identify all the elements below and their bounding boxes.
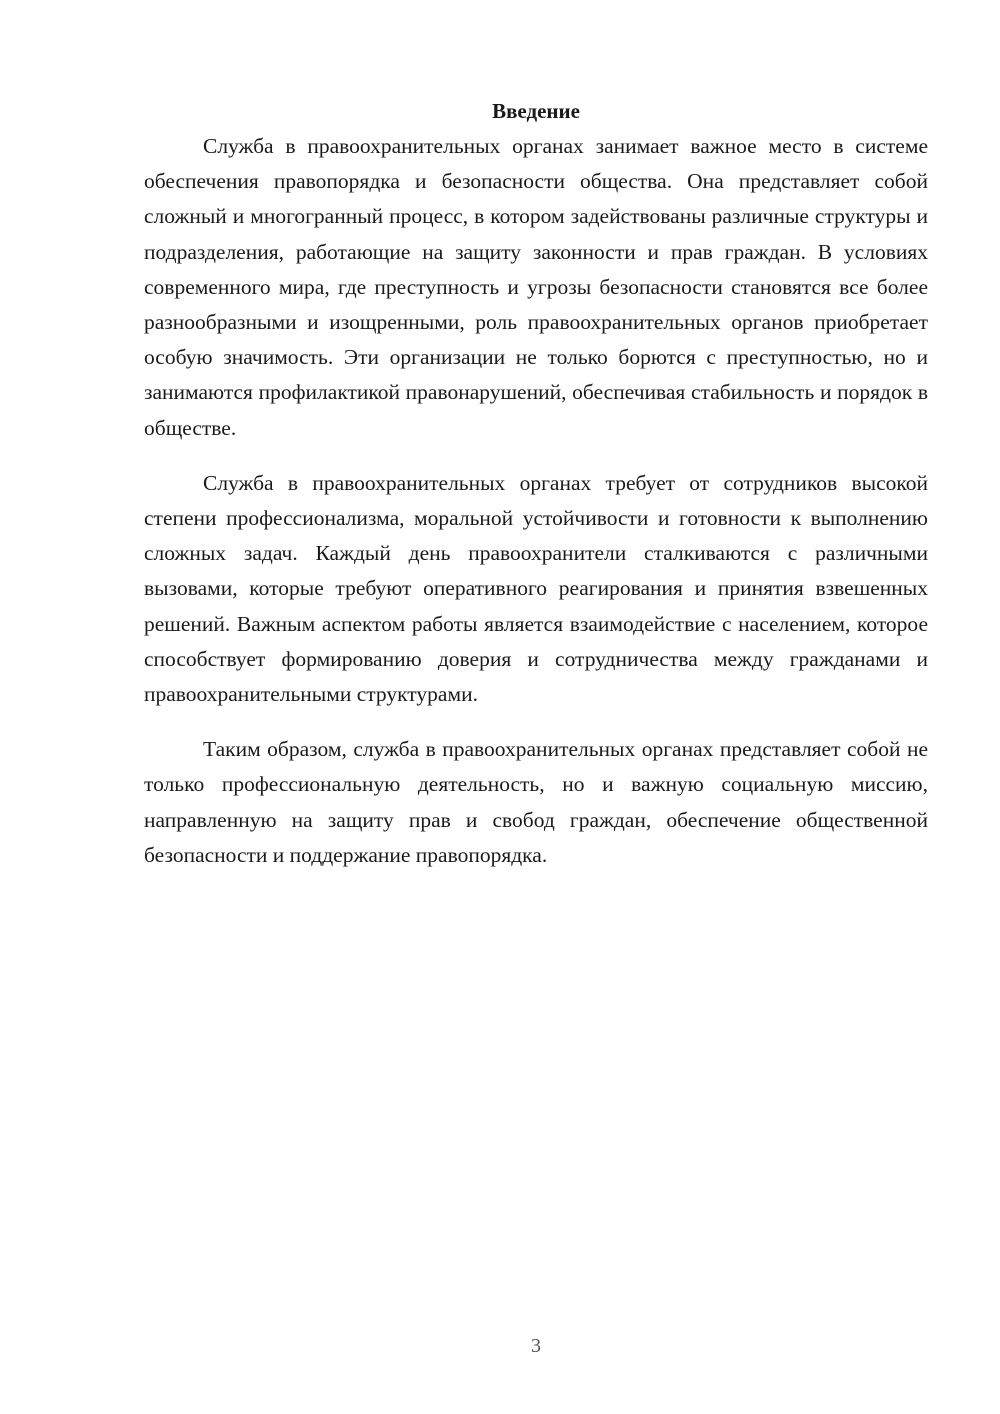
paragraph-3: Таким образом, служба в правоохранительных органах представляет собой не только профессиональную деятельность, но и важную социальную миссию, направленную на защиту прав и свобод граждан, обеспечение общественной безопасности и поддержание правопорядка. xyxy=(144,737,928,867)
paragraph-1: Служба в правоохранительных органах занимает важное место в системе обеспечения правопорядка и безопасности общества. Она представляет собой сложный и многогранный процесс, в котором задействованы различные структуры и подразделения, работающие на защиту законности и прав граждан. В условиях современного мира, где преступность и угрозы безопасности становятся все более разнообразными и изощренными, роль правоохранительных органов приобретает особую значимость. Эти организации не только борются с преступностью, но и занимаются профилактикой правонарушений, обеспечивая стабильность и порядок в обществе. xyxy=(144,134,928,440)
paragraph-2: Служба в правоохранительных органах требует от сотрудников высокой степени профессионализма, моральной устойчивости и готовности к выполнению сложных задач. Каждый день правоохранители сталкиваются с различными вызовами, которые требуют оперативного реагирования и принятия взвешенных решений. Важным аспектом работы является взаимодействие с населением, которое способствует формированию доверия и сотрудничества между гражданами и правоохранительными структурами. xyxy=(144,470,928,707)
section-heading: Введение xyxy=(492,99,580,123)
document-body xyxy=(144,94,928,873)
page-number: 3 xyxy=(531,1335,541,1357)
